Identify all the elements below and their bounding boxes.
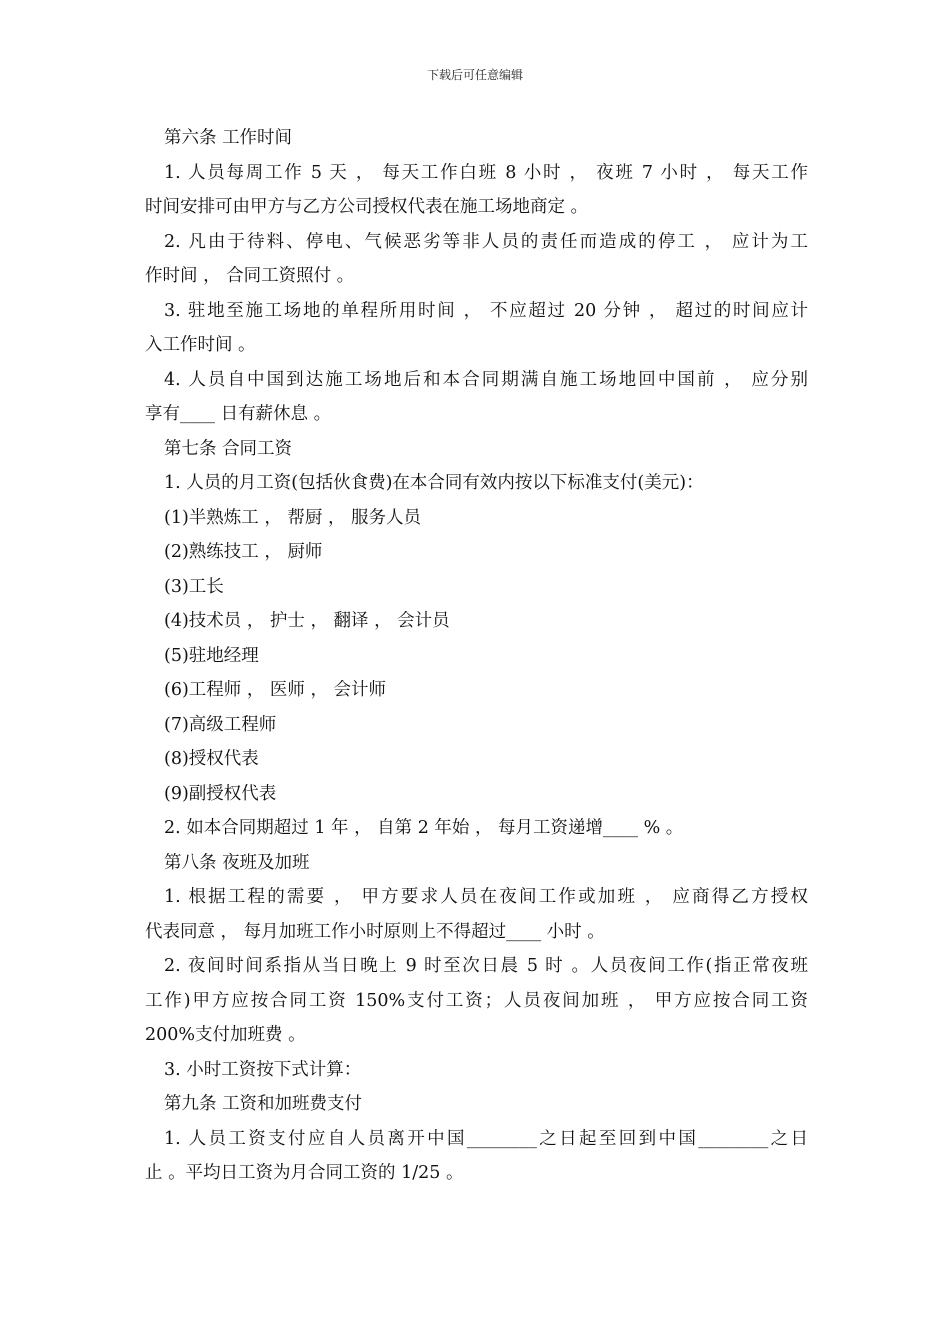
list-item: (2)熟练技工 ， 厨师 <box>164 542 323 562</box>
paragraph-line: 1. 人员工资支付应自人员离开中国________之日起至回到中国________之日 <box>164 1128 808 1149</box>
paragraph-line: 4. 人员自中国到达施工场地后和本合同期满自施工场地回中国前 ， 应分别 <box>164 369 808 390</box>
article-8-heading: 第八条 夜班及加班 <box>164 852 310 873</box>
paragraph-line: 3. 小时工资按下式计算： <box>164 1059 362 1080</box>
paragraph-line: 2. 如本合同期超过 1 年 ， 自第 2 年始 ， 每月工资递增____ % 。 <box>164 818 684 838</box>
article-6-heading: 第六条 工作时间 <box>164 128 293 148</box>
paragraph-line: 2. 凡由于待料、停电、气候恶劣等非人员的责任而造成的停工 ， 应计为工 <box>164 231 808 252</box>
list-item: (1)半熟炼工 ， 帮厨 ， 服务人员 <box>164 507 422 528</box>
paragraph-line: 3. 驻地至施工场地的单程所用时间 ， 不应超过 20 分钟 ， 超过的时间应计 <box>164 300 808 321</box>
paragraph-line: 入工作时间 。 <box>145 335 256 355</box>
paragraph-line: 时间安排可由甲方与乙方公司授权代表在施工场地商定 。 <box>145 197 589 217</box>
list-item: (3)工长 <box>164 576 224 597</box>
paragraph-line: 200%支付加班费 。 <box>145 1025 306 1045</box>
list-item: (8)授权代表 <box>164 749 259 769</box>
list-item: (9)副授权代表 <box>164 783 277 804</box>
paragraph-line: 代表同意 ， 每月加班工作小时原则上不得超过____ 小时 。 <box>145 921 605 942</box>
paragraph-line: 2. 夜间时间系指从当日晚上 9 时至次日晨 5 时 。人员夜间工作(指正常夜班 <box>164 956 808 976</box>
paragraph-line: 工作)甲方应按合同工资 150%支付工资；人员夜间加班 ， 甲方应按合同工资 <box>145 990 808 1011</box>
list-item: (7)高级工程师 <box>164 714 277 735</box>
page-header-note: 下载后可任意编辑 <box>426 68 523 82</box>
paragraph-line: 享有____ 日有薪休息 。 <box>145 404 332 424</box>
paragraph-line: 作时间 ， 合同工资照付 。 <box>145 266 355 286</box>
article-7-heading: 第七条 合同工资 <box>164 438 293 459</box>
paragraph-line: 1. 人员每周工作 5 天 ， 每天工作白班 8 小时 ， 夜班 7 小时 ， 每天工作 <box>164 162 808 183</box>
paragraph-line: 止 。平均日工资为月合同工资的 1/25 。 <box>145 1163 464 1183</box>
paragraph-line: 1. 人员的月工资(包括伙食费)在本合同有效内按以下标准支付(美元)： <box>164 473 704 493</box>
paragraph-line: 1. 根据工程的需要 ， 甲方要求人员在夜间工作或加班 ， 应商得乙方授权 <box>164 887 808 907</box>
list-item: (4)技术员 ， 护士 ， 翻译 ， 会计员 <box>164 611 450 631</box>
document-body <box>145 121 808 1191</box>
list-item: (6)工程师 ， 医师 ， 会计师 <box>164 680 387 700</box>
list-item: (5)驻地经理 <box>164 645 259 666</box>
article-9-heading: 第九条 工资和加班费支付 <box>164 1094 363 1114</box>
